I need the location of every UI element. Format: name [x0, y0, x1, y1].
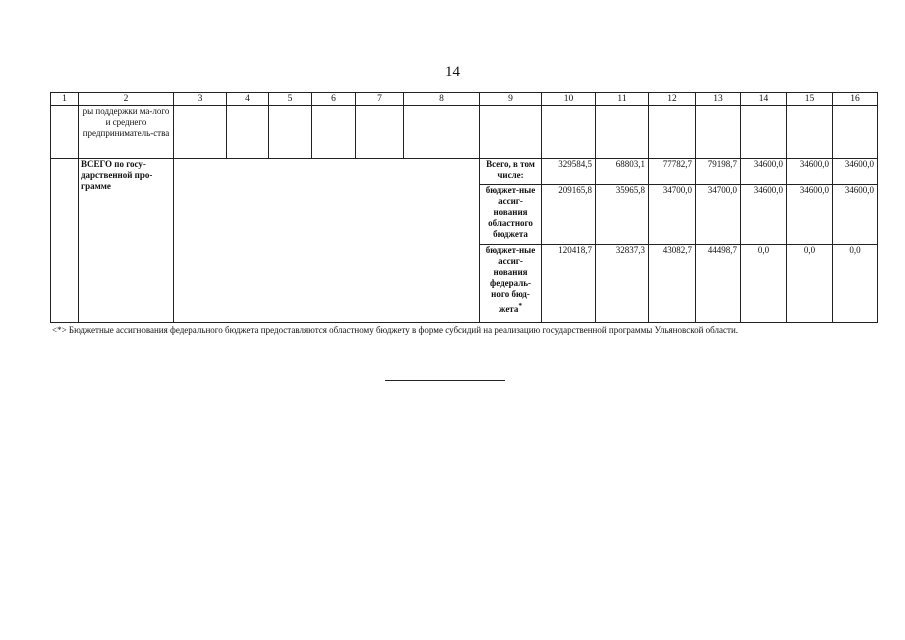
column-header: 12 — [649, 93, 696, 106]
table-cell: 329584,5 — [542, 159, 596, 185]
column-header: 10 — [542, 93, 596, 106]
column-header: 1 — [51, 93, 79, 106]
column-header: 8 — [404, 93, 480, 106]
row-label: бюджет-ные ассиг-нования федераль-ного бюд-жета* — [480, 245, 542, 323]
footnote: <*> Бюджетные ассигнования федерального бюджета предоставляются областному бюджету в форме субсидий на реализацию государственной программы Ульяновской области. — [52, 325, 739, 335]
table-cell: 0,0 — [741, 245, 787, 323]
table-cell: 34600,0 — [741, 159, 787, 185]
table-cell: 34600,0 — [787, 159, 833, 185]
separator-line — [385, 380, 505, 381]
column-header: 9 — [480, 93, 542, 106]
column-header: 14 — [741, 93, 787, 106]
footnote-marker: * — [518, 301, 523, 310]
column-header: 7 — [356, 93, 404, 106]
column-number-row — [51, 93, 878, 106]
table-cell: 34700,0 — [696, 185, 741, 245]
continued-row — [51, 106, 878, 159]
row-label: Всего, в том числе: — [480, 159, 542, 185]
page-number: 14 — [445, 64, 460, 80]
budget-table — [50, 92, 878, 323]
merged-empty-cell — [174, 159, 480, 323]
column-header: 3 — [174, 93, 227, 106]
continued-row-text: ры поддержки ма-лого и среднего предприниматель-ства — [79, 106, 174, 159]
table-cell: 34600,0 — [833, 159, 878, 185]
column-header: 15 — [787, 93, 833, 106]
total-label: ВСЕГО по госу-дарственной про-грамме — [79, 159, 174, 323]
table-cell: 34600,0 — [741, 185, 787, 245]
column-header: 16 — [833, 93, 878, 106]
table-cell: 34700,0 — [649, 185, 696, 245]
table-cell: 0,0 — [787, 245, 833, 323]
table-cell: 44498,7 — [696, 245, 741, 323]
table-cell: 120418,7 — [542, 245, 596, 323]
column-header: 2 — [79, 93, 174, 106]
column-header: 13 — [696, 93, 741, 106]
table-cell: 68803,1 — [596, 159, 649, 185]
column-header: 4 — [227, 93, 269, 106]
column-header: 11 — [596, 93, 649, 106]
column-header: 5 — [269, 93, 312, 106]
table-cell: 209165,8 — [542, 185, 596, 245]
table-cell: 79198,7 — [696, 159, 741, 185]
table-cell: 77782,7 — [649, 159, 696, 185]
table-cell: 34600,0 — [787, 185, 833, 245]
table-cell: 0,0 — [833, 245, 878, 323]
column-header: 6 — [312, 93, 356, 106]
total-row — [51, 159, 878, 185]
table-cell: 43082,7 — [649, 245, 696, 323]
table-cell: 32837,3 — [596, 245, 649, 323]
table-cell: 35965,8 — [596, 185, 649, 245]
table-cell: 34600,0 — [833, 185, 878, 245]
row-label: бюджет-ные ассиг-нования областного бюджета — [480, 185, 542, 245]
